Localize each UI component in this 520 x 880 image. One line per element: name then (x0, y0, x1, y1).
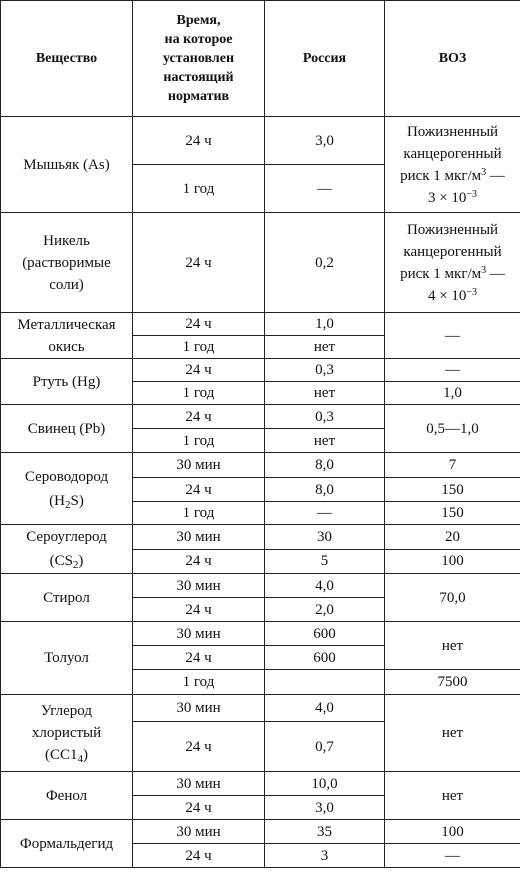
table-row (1, 213, 520, 313)
substance-name (1, 525, 133, 574)
time-cell: 30 мин (133, 453, 265, 478)
russia-cell: 5 (265, 549, 385, 574)
russia-cell: 3,0 (265, 796, 385, 820)
time-cell: 1 год (133, 382, 265, 405)
who-value: 3 × 10 (427, 189, 467, 206)
substance-name: Металлическая окись (1, 313, 133, 359)
time-cell: 24 ч (133, 478, 265, 502)
table-row (1, 453, 520, 478)
who-cell: нет (385, 695, 520, 772)
who-exp: −3 (466, 188, 478, 200)
russia-cell: 8,0 (265, 453, 385, 478)
russia-cell: 0,3 (265, 359, 385, 382)
who-cell: — (385, 359, 520, 382)
time-cell: 24 ч (133, 213, 265, 313)
table-row (1, 525, 520, 550)
substance-name (1, 453, 133, 525)
time-cell: 1 год (133, 429, 265, 453)
table-row (1, 695, 520, 722)
who-cell: 20 (385, 525, 520, 550)
time-cell: 24 ч (133, 549, 265, 574)
russia-cell: нет (265, 429, 385, 453)
russia-cell: 600 (265, 646, 385, 670)
who-text: Пожизненный канцерогенный риск 1 мкг/м (400, 221, 502, 282)
who-dash: — (486, 167, 505, 184)
time-cell: 1 год (133, 165, 265, 213)
russia-cell: 3,0 (265, 117, 385, 165)
formula-open: (CS (49, 553, 73, 569)
formula-sub: 4 (77, 753, 83, 765)
table-row (1, 313, 520, 336)
russia-cell: 35 (265, 820, 385, 844)
russia-cell: 0,7 (265, 722, 385, 772)
substance-name: Толуол (1, 622, 133, 695)
who-cell: 150 (385, 502, 520, 525)
russia-cell: 1,0 (265, 313, 385, 336)
who-sup: 3 (481, 264, 487, 276)
who-cell: 150 (385, 478, 520, 502)
substance-name: Никель (растворимые соли) (1, 213, 133, 313)
substance-name-text: Сероводород (24, 468, 109, 485)
time-cell: 24 ч (133, 844, 265, 868)
header-row (1, 1, 520, 117)
russia-cell: нет (265, 336, 385, 359)
table-row (1, 117, 520, 165)
who-cell: 1,0 (385, 382, 520, 405)
russia-cell: 600 (265, 622, 385, 646)
substance-name: Ртуть (Hg) (1, 359, 133, 405)
table-row (1, 359, 520, 382)
time-cell: 24 ч (133, 313, 265, 336)
who-value: 4 × 10 (427, 287, 467, 304)
formula-close: S) (70, 492, 84, 509)
russia-cell: 2,0 (265, 598, 385, 622)
russia-cell: 4,0 (265, 574, 385, 598)
formula-close: ) (78, 553, 84, 569)
formula-open: (H (49, 492, 65, 509)
who-exp: −3 (466, 286, 478, 298)
russia-cell: 0,2 (265, 213, 385, 313)
who-cell: 7 (385, 453, 520, 478)
substance-name-text: Углерод хлористый (31, 703, 102, 741)
who-cell: нет (385, 772, 520, 820)
time-cell: 30 мин (133, 574, 265, 598)
russia-cell: 3 (265, 844, 385, 868)
russia-cell: 0,3 (265, 405, 385, 429)
who-text: Пожизненный канцерогенный риск 1 мкг/м (400, 123, 502, 184)
time-cell: 1 год (133, 336, 265, 359)
header-who: ВОЗ (385, 1, 520, 117)
time-cell: 24 ч (133, 796, 265, 820)
substance-name-text: Сероуглерод (26, 529, 107, 545)
russia-cell: 8,0 (265, 478, 385, 502)
russia-cell: 4,0 (265, 695, 385, 722)
formula-sub: 2 (72, 559, 79, 571)
who-cell: 100 (385, 820, 520, 844)
formula-close: ) (83, 747, 88, 763)
table-row (1, 405, 520, 429)
who-cell: — (385, 844, 520, 868)
formula-sub: 2 (64, 498, 71, 511)
table-row (1, 622, 520, 646)
time-cell: 30 мин (133, 525, 265, 550)
time-cell: 30 мин (133, 622, 265, 646)
time-cell: 30 мин (133, 820, 265, 844)
header-time: Время, на которое установлен настоящий норматив (133, 1, 265, 117)
time-cell: 24 ч (133, 722, 265, 772)
who-cell: — (385, 313, 520, 359)
who-cell (385, 117, 520, 213)
russia-cell (265, 670, 385, 695)
russia-cell: — (265, 502, 385, 525)
substance-name: Фенол (1, 772, 133, 820)
who-cell: нет (385, 622, 520, 670)
header-russia: Россия (265, 1, 385, 117)
who-cell: 100 (385, 549, 520, 574)
russia-cell: — (265, 165, 385, 213)
time-cell: 24 ч (133, 117, 265, 165)
who-cell: 7500 (385, 670, 520, 695)
time-cell: 24 ч (133, 405, 265, 429)
table-row (1, 574, 520, 598)
formula-open: (CC1 (44, 747, 78, 763)
time-cell: 24 ч (133, 359, 265, 382)
header-substance: Вещество (1, 1, 133, 117)
time-cell: 30 мин (133, 772, 265, 796)
who-cell (385, 213, 520, 313)
substance-name (1, 695, 133, 772)
time-cell: 1 год (133, 502, 265, 525)
substance-name: Стирол (1, 574, 133, 622)
substance-name: Формальдегид (1, 820, 133, 868)
russia-cell: 10,0 (265, 772, 385, 796)
time-cell: 24 ч (133, 598, 265, 622)
substance-name: Мышьяк (As) (1, 117, 133, 213)
who-sup: 3 (481, 166, 487, 178)
table-row (1, 820, 520, 844)
who-cell: 70,0 (385, 574, 520, 622)
russia-cell: 30 (265, 525, 385, 550)
time-cell: 24 ч (133, 646, 265, 670)
substance-name: Свинец (Pb) (1, 405, 133, 453)
who-cell: 0,5—1,0 (385, 405, 520, 453)
russia-cell: нет (265, 382, 385, 405)
table-row (1, 772, 520, 796)
time-cell: 1 год (133, 670, 265, 695)
time-cell: 30 мин (133, 695, 265, 722)
who-dash: — (486, 265, 505, 282)
